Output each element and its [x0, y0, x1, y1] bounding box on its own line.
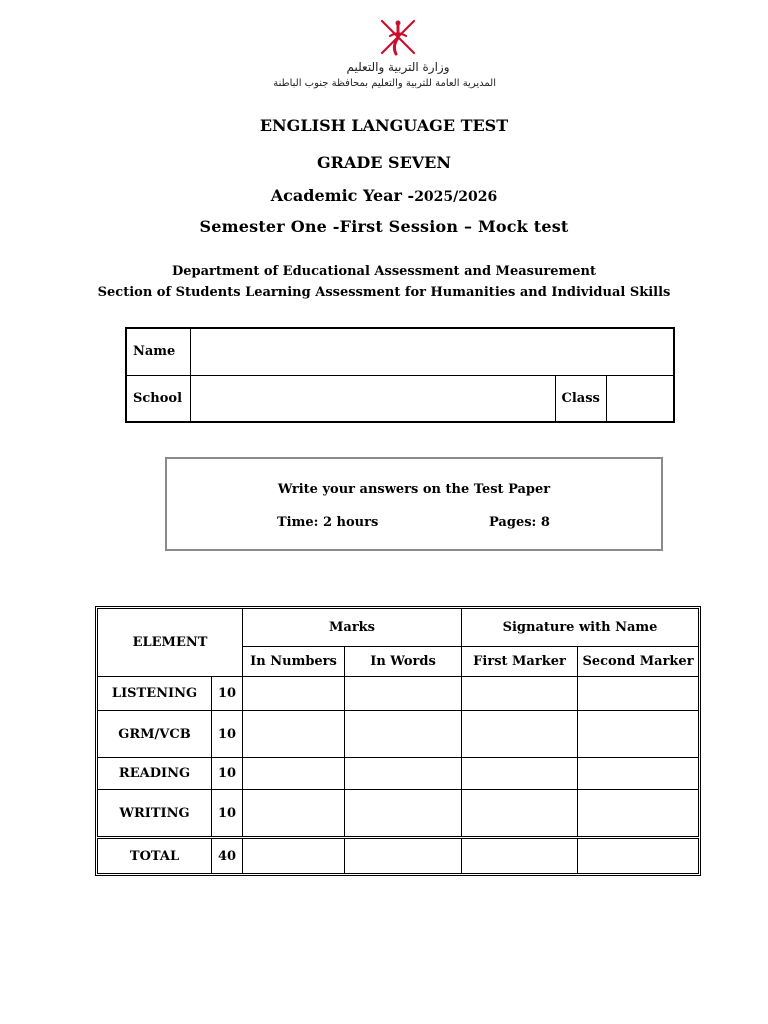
academic-year [0, 186, 768, 205]
marks-table [97, 608, 699, 874]
table-row [98, 790, 699, 838]
total-row [98, 838, 699, 874]
name-field[interactable] [190, 328, 674, 375]
academic-year-label: Academic Year - [270, 186, 415, 205]
mark-words-cell[interactable] [345, 758, 462, 790]
class-field[interactable] [606, 375, 674, 422]
grade-title: GRADE SEVEN [317, 153, 451, 172]
in-numbers-header: In Numbers [243, 647, 345, 677]
time-text: Time: 2 hours [277, 515, 379, 530]
marks-header: Marks [243, 609, 462, 647]
table-row [98, 758, 699, 790]
in-words-header: In Words [345, 647, 462, 677]
total-max: 40 [212, 838, 243, 874]
second-marker-cell[interactable] [578, 758, 699, 790]
element-name: READING [98, 758, 212, 790]
first-marker-cell[interactable] [462, 711, 578, 758]
element-max: 10 [212, 677, 243, 711]
mark-words-cell[interactable] [345, 677, 462, 711]
ministry-name-arabic: وزارة التربية والتعليم [346, 60, 450, 74]
second-marker-header: Second Marker [578, 647, 699, 677]
second-marker-cell[interactable] [578, 711, 699, 758]
section-name: Section of Students Learning Assessment for Humanities and Individual Skills [97, 285, 671, 300]
oman-khanjar-emblem-icon [375, 18, 421, 58]
element-max: 10 [212, 790, 243, 838]
mark-words-cell[interactable] [345, 711, 462, 758]
total-first-marker-cell[interactable] [462, 838, 578, 874]
directorate-name-arabic: المديرية العامة للتربية والتعليم بمحافظة جنوب الباطنة [273, 78, 496, 89]
student-info-table [125, 327, 675, 423]
first-marker-cell[interactable] [462, 677, 578, 711]
table-row [98, 677, 699, 711]
first-marker-header: First Marker [462, 647, 578, 677]
second-marker-cell[interactable] [578, 790, 699, 838]
first-marker-cell[interactable] [462, 790, 578, 838]
semester-title: Semester One -First Session – Mock test [199, 217, 569, 236]
instructions-text: Write your answers on the Test Paper [277, 482, 551, 497]
department-name: Department of Educational Assessment and Measurement [171, 264, 597, 279]
mark-numbers-cell[interactable] [243, 790, 345, 838]
first-marker-cell[interactable] [462, 758, 578, 790]
class-label: Class [555, 375, 606, 422]
second-marker-cell[interactable] [578, 677, 699, 711]
pages-text: Pages: 8 [489, 515, 550, 530]
mark-words-cell[interactable] [345, 790, 462, 838]
total-words-cell[interactable] [345, 838, 462, 874]
table-row [98, 711, 699, 758]
school-label: School [126, 375, 190, 422]
mark-numbers-cell[interactable] [243, 758, 345, 790]
element-max: 10 [212, 711, 243, 758]
signature-header: Signature with Name [462, 609, 699, 647]
element-name: LISTENING [98, 677, 212, 711]
academic-year-value: 2025/2026 [414, 189, 498, 205]
element-header: ELEMENT [98, 609, 243, 677]
mark-numbers-cell[interactable] [243, 711, 345, 758]
instructions-box [165, 457, 663, 551]
total-numbers-cell[interactable] [243, 838, 345, 874]
mark-numbers-cell[interactable] [243, 677, 345, 711]
test-title: ENGLISH LANGUAGE TEST [259, 116, 509, 135]
element-name: WRITING [98, 790, 212, 838]
element-max: 10 [212, 758, 243, 790]
total-label: TOTAL [98, 838, 212, 874]
school-field[interactable] [190, 375, 555, 422]
name-label: Name [126, 328, 190, 375]
header-emblem [273, 16, 496, 96]
element-name: GRM/VCB [98, 711, 212, 758]
total-second-marker-cell[interactable] [578, 838, 699, 874]
